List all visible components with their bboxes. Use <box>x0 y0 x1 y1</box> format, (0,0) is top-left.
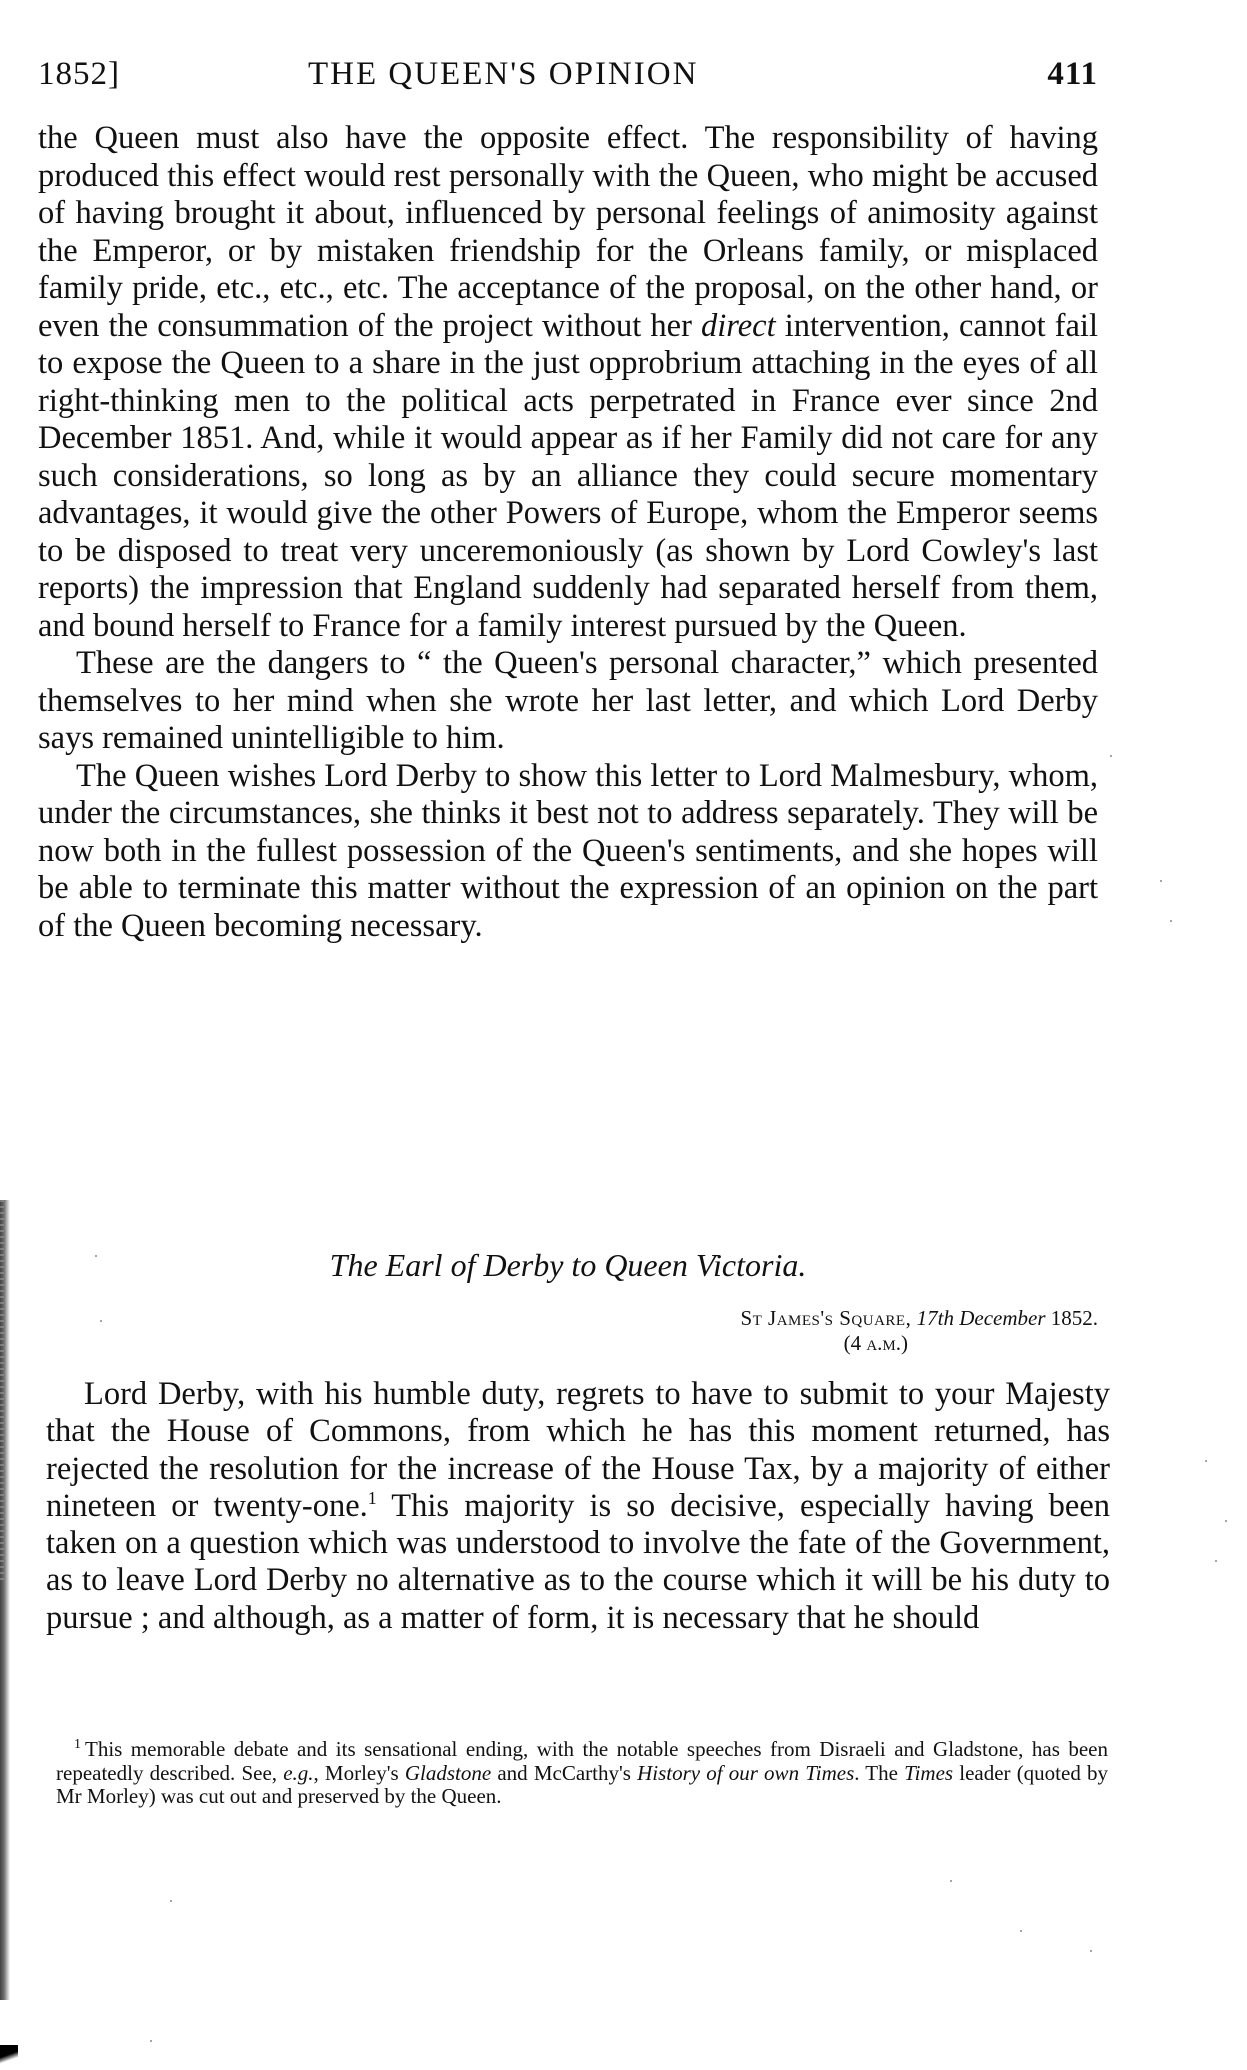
letter-body <box>46 1376 1110 1637</box>
text-run: intervention, cannot fail to expose the Queen to a share in the just opprobrium attaching in the eyes of all right-thinking men to the political acts perpetrated in France ever since 2nd December 1851. And, while it would appear as if her Family did not care for any such considerations, so long as by an alliance they could secure momentary advantages, it would give the other Powers of Europe, whom the Emperor seems to be disposed to treat very unceremoniously (as shown by Lord Cowley's last reports) the impression that England suddenly had separated herself from them, and bound herself to France for a family interest pursued by the Queen. <box>38 307 1098 644</box>
text-run: These are the dangers to “ the Queen's personal character,” which presented themselves to her mind when she wrote her last letter, and which Lord Derby says remained unintelligible to him. <box>38 645 1098 756</box>
scan-speckle <box>95 1255 97 1257</box>
footnote-mark: 1 <box>74 1737 81 1752</box>
body-text <box>38 120 1098 945</box>
page-number: 411 <box>1047 56 1098 92</box>
body-paragraph-2 <box>38 645 1098 758</box>
scan-speckle <box>1205 1460 1207 1462</box>
scan-speckle <box>1160 880 1162 882</box>
text-run: . The <box>854 1760 905 1785</box>
scan-speckle <box>1090 1950 1092 1952</box>
newspaper-title-run: Times <box>904 1760 954 1785</box>
text-run: The Queen wishes Lord Derby to show this letter to Lord Malmesbury, whom, under the circumstances, she thinks it best not to address separately. They will be now both in the fullest possession of the Queen's sentiments, and she hopes will be able to terminate this matter without the expression of an opinion on the part of the Queen becoming necessary. <box>38 757 1098 944</box>
running-head <box>38 56 1098 96</box>
dateline-day: 17th <box>916 1306 954 1330</box>
book-title-run: History of our own Times <box>637 1760 855 1785</box>
body-paragraph-3 <box>38 758 1098 946</box>
body-paragraph-1 <box>38 120 1098 645</box>
scan-speckle <box>950 1880 952 1882</box>
text-run: Lord Derby, with his humble duty, regrets to have to submit to your Majesty that the House of Commons, from which he has this moment returned, has rejected the resolution for the increase of the House Tax, by a majority of either nineteen or twenty-one. <box>46 1376 1110 1524</box>
emphasis-run: e.g. <box>283 1760 314 1785</box>
emphasis-run: direct <box>701 307 776 344</box>
scan-speckle <box>1020 1930 1022 1932</box>
letter-paragraph <box>46 1376 1110 1637</box>
text-run: leader (quoted by Mr Morley) was cut out and preserved by the Queen. <box>56 1760 1108 1808</box>
scan-speckle <box>1170 920 1172 922</box>
running-head-title: THE QUEEN'S OPINION <box>308 56 699 92</box>
letter-heading: The Earl of Derby to Queen Victoria. <box>329 1247 807 1283</box>
dateline-place-date <box>498 1306 1098 1331</box>
text-run: , Morley's <box>313 1760 405 1785</box>
scan-corner-mark <box>0 2045 18 2070</box>
running-head-year: 1852] <box>38 56 120 92</box>
text-run: the Queen must also have the opposite effect. The responsibility of having produced this effect would rest personally with the Queen, who might be accused of having brought it about, influenced by personal feelings of animosity against the Emperor, or by mistaken friendship for the Orleans family, or misplaced family pride, etc., etc., etc. The acceptance of the proposal, on the other hand, or even the consummation of the project without her <box>38 120 1098 344</box>
letter-dateline <box>498 1306 1098 1356</box>
scan-speckle <box>170 1900 172 1902</box>
footnote <box>56 1738 1108 1809</box>
scan-speckle <box>1225 1520 1227 1522</box>
scan-speckle <box>150 2040 152 2042</box>
dateline-year: 1852. <box>1050 1306 1098 1330</box>
text-run: This majority is so decisive, especially having been taken on a question which was understood to involve the fate of the Government, as to leave Lord Derby no alternative as to the course which it will be his duty to pursue ; and although, as a matter of form, it is necessary that he should <box>46 1487 1111 1636</box>
scan-speckle <box>1215 1560 1217 1562</box>
scan-speckle <box>1110 755 1112 757</box>
text-run: This memorable debate and its sensational ending, with the notable speeches from Disraeli and Gladstone, has been repeatedly described. See, <box>56 1737 1108 1785</box>
footnote-paragraph <box>56 1738 1108 1809</box>
dateline-place: St James's Square, <box>740 1306 912 1330</box>
text-run: and McCarthy's <box>491 1760 638 1785</box>
dateline-time: (4 a.m.) <box>843 1331 908 1355</box>
book-title-run: Gladstone <box>404 1760 492 1785</box>
scan-speckle <box>100 1320 102 1322</box>
dateline-month: December <box>959 1306 1046 1330</box>
footnote-reference[interactable]: 1 <box>367 1488 377 1509</box>
scan-binding-texture <box>0 1200 4 1580</box>
